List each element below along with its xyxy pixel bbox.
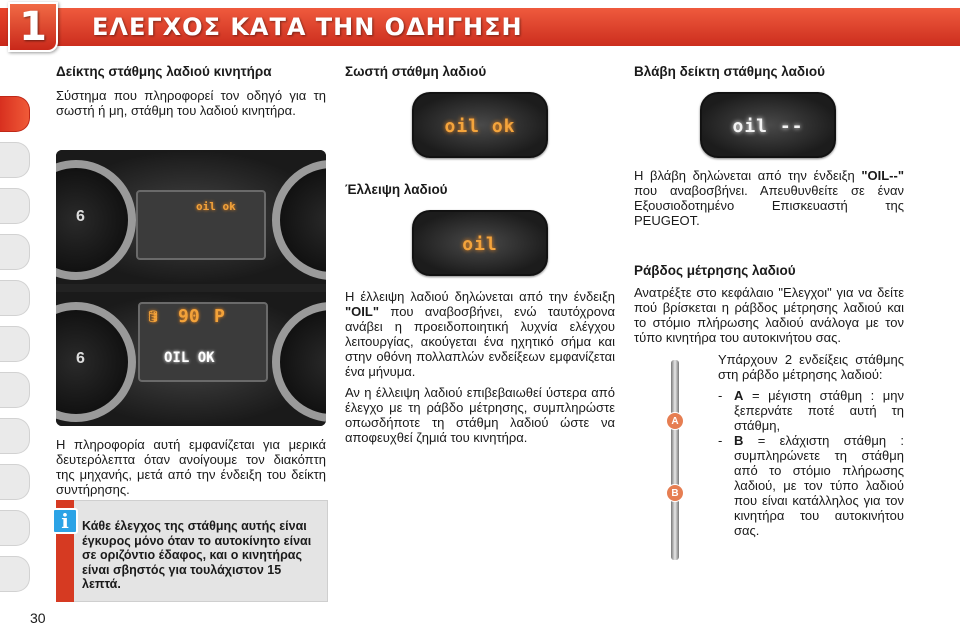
lcd-top-text: oil ok <box>196 200 236 213</box>
page-title: ΕΛΕΓΧΟΣ ΚΑΤΑ ΤΗΝ ΟΔΗΓΗΣΗ <box>92 13 523 41</box>
chapter-tab-3[interactable] <box>0 188 30 224</box>
display-note: Η πληροφορία αυτή εμφανίζεται για μερικά δευτερόλεπτα όταν ανοίγουμε τον διακόπτη της μηχανής, μετά από την ένδειξη του δείκτη συντήρησης. <box>56 437 326 497</box>
mark-b-text: = ελάχιστη στάθμη : συμπληρώνετε τη στάθμη από το στόμιο πλήρωσης λαδιού, με τον τύπο λαδιού που είναι κατάλληλος για τον κινητήρα του αυτοκινήτου σας. <box>734 433 904 538</box>
dipstick-illustration <box>650 360 700 560</box>
left-column <box>56 64 326 118</box>
gauge-number-bottom: 6 <box>76 350 85 367</box>
chapter-tab-7[interactable] <box>0 372 30 408</box>
rev-gauge-bottom <box>56 302 136 422</box>
chapter-badge <box>8 2 58 52</box>
low-oil-text-pre: Η έλλειψη λαδιού δηλώνεται από την ένδειξη <box>345 289 615 304</box>
low-oil-code: "OIL" <box>345 304 379 319</box>
mark-a-text: = μέγιστη στάθμη : μην ξεπερνάτε ποτέ αυτή τη στάθμη, <box>734 388 904 433</box>
dashboard-bottom-view <box>56 292 326 426</box>
dipstick-item-a: - A = μέγιστη στάθμη : μην ξεπερνάτε ποτέ αυτή τη στάθμη, <box>718 388 904 433</box>
lcd-temp: 90 <box>178 306 200 327</box>
oil-level-heading: Δείκτης στάθμης λαδιού κινητήρα <box>56 64 272 79</box>
correct-level-display-text: oil ok <box>444 116 516 137</box>
fault-display-text: oil -- <box>732 116 804 137</box>
mark-a-letter: A <box>734 388 744 403</box>
low-oil-paragraph-2: Αν η έλλειψη λαδιού επιβεβαιωθεί ύστερα από έλεγχο με τη ράβδο μέτρησης, συμπληρώστε οπωσδήποτε τη στάθμη λαδιού ώστε να αποφευχθεί ζημιά του κινητήρα. <box>345 385 615 445</box>
lcd-bottom-msg: OIL OK <box>164 350 215 366</box>
chapter-tab-5[interactable] <box>0 280 30 316</box>
info-box-text: Κάθε έλεγχος της στάθμης αυτής είναι έγκυρος μόνο όταν το αυτοκίνητο είναι σε οριζόντιο έδαφος, και ο κινητήρας είναι σβηστός για τουλάχιστον 15 λεπτά. <box>82 519 312 591</box>
dipstick-heading: Ράβδος μέτρησης λαδιού <box>634 263 796 278</box>
fault-text <box>634 168 904 228</box>
low-oil-text <box>345 289 615 445</box>
lcd-top <box>136 190 266 260</box>
rev-gauge-top <box>56 160 136 280</box>
gauge-number-top: 6 <box>76 208 85 225</box>
fault-display <box>700 92 836 158</box>
dashboard-top-view <box>56 150 326 284</box>
fault-heading: Βλάβη δείκτη στάθμης λαδιού <box>634 64 825 79</box>
dipstick-mark-a: A <box>666 412 684 430</box>
low-oil-display-text: oil <box>462 234 498 255</box>
low-oil-paragraph-1 <box>345 289 615 379</box>
oil-level-intro: Σύστημα που πληροφορεί τον οδηγό για τη σωστή ή μη, στάθμη του λαδιού κινητήρα. <box>56 88 326 118</box>
dipstick-rod <box>671 360 679 560</box>
lcd-bottom <box>138 302 268 382</box>
chapter-tab-10[interactable] <box>0 510 30 546</box>
mark-b-letter: B <box>734 433 744 448</box>
chapter-tab-11[interactable] <box>0 556 30 592</box>
correct-level-display <box>412 92 548 158</box>
dipstick-intro: Υπάρχουν 2 ενδείξεις στάθμης στη ράβδο μέτρησης λαδιού: <box>718 352 904 382</box>
dipstick-text: Ανατρέξτε στο κεφάλαιο "Ελεγχοι" για να δείτε πού βρίσκεται η ράβδος μέτρησης λαδιού και το στόμιο πλήρωσης λαδιού ανάλογα με τον τύπο κινητήρα του αυτοκινήτου σας. <box>634 285 904 345</box>
chapter-tab-2[interactable] <box>0 142 30 178</box>
dipstick-marks-list <box>718 352 904 538</box>
oil-can-icon: 🛢 <box>146 310 160 323</box>
speed-gauge-bottom <box>272 302 326 422</box>
dipstick-mark-b: B <box>666 484 684 502</box>
chapter-tab-9[interactable] <box>0 464 30 500</box>
chapter-tab-8[interactable] <box>0 418 30 454</box>
low-oil-text-post: που αναβοσβήνει, ενώ ταυτόχρονα ανάβει η προειδοποιητική λυχνία ελέγχου λειτουργίας, ακούγεται ένα ηχητικό σήμα και στην οθόνη πολλαπλών ενδείξεων εμφανίζεται ένα μήνυμα. <box>345 304 615 379</box>
lcd-gear: P <box>214 306 225 327</box>
dashboard-illustration <box>56 150 326 426</box>
info-icon: i <box>52 508 78 534</box>
chapter-number: 1 <box>19 4 47 50</box>
correct-level-heading: Σωστή στάθμη λαδιού <box>345 64 487 79</box>
low-oil-heading: Έλλειψη λαδιού <box>345 182 448 197</box>
chapter-tab-1[interactable] <box>0 96 30 132</box>
fault-text-post: που αναβοσβήνει. Απευθυνθείτε σε έναν Εξουσιοδοτημένο Επισκευαστή της PEUGEOT. <box>634 183 904 228</box>
dipstick-item-b: - B = ελάχιστη στάθμη : συμπληρώνετε τη στάθμη από το στόμιο πλήρωσης λαδιού, με τον τύπο λαδιού που είναι κατάλληλος για τον κινητήρα του αυτοκινήτου σας. <box>718 433 904 538</box>
speed-gauge-top <box>272 160 326 280</box>
low-oil-display <box>412 210 548 276</box>
chapter-tab-4[interactable] <box>0 234 30 270</box>
page-number: 30 <box>30 610 46 626</box>
fault-code: "OIL--" <box>861 168 904 183</box>
fault-text-pre: Η βλάβη δηλώνεται από την ένδειξη <box>634 168 855 183</box>
chapter-tab-6[interactable] <box>0 326 30 362</box>
page-header <box>0 0 960 54</box>
